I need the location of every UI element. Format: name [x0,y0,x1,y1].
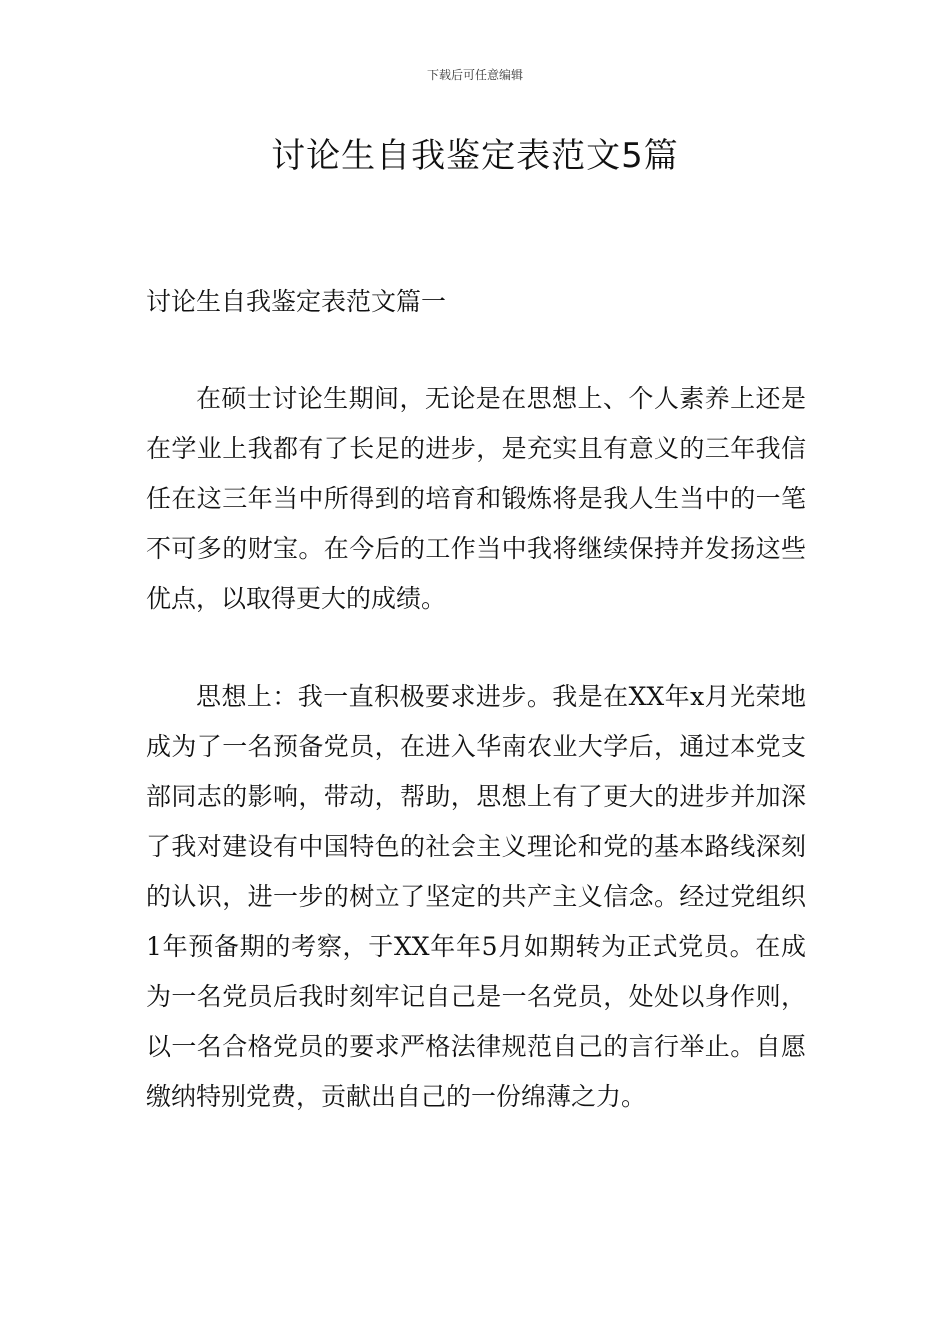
header-note: 下载后可任意编辑 [426,68,523,82]
body-paragraph: 在硕士讨论生期间，无论是在思想上、个人素养上还是在学业上我都有了长足的进步，是充实且有意义的三年我信任在这三年当中所得到的培育和锻炼将是我人生当中的一笔不可多的财宝。在今后的工作当中我将继续保持并发扬这些优点，以取得更大的成绩。 [146,384,806,613]
section-heading: 讨论生自我鉴定表范文篇一 [146,287,447,316]
body-paragraph: 思想上：我一直积极要求进步。我是在XX年x月光荣地成为了一名预备党员，在进入华南农业大学后，通过本党支部同志的影响，带动，帮助，思想上有了更大的进步并加深了我对建设有中国特色的社会主义理论和党的基本路线深刻的认识，进一步的树立了坚定的共产主义信念。经过党组织1年预备期的考察，于XX年年5月如期转为正式党员。在成为一名党员后我时刻牢记自己是一名党员，处处以身作则，以一名合格党员的要求严格法律规范自己的言行举止。自愿缴纳特别党费，贡献出自己的一份绵薄之力。 [146,682,806,1111]
document-title: 讨论生自我鉴定表范文5篇 [271,136,679,176]
